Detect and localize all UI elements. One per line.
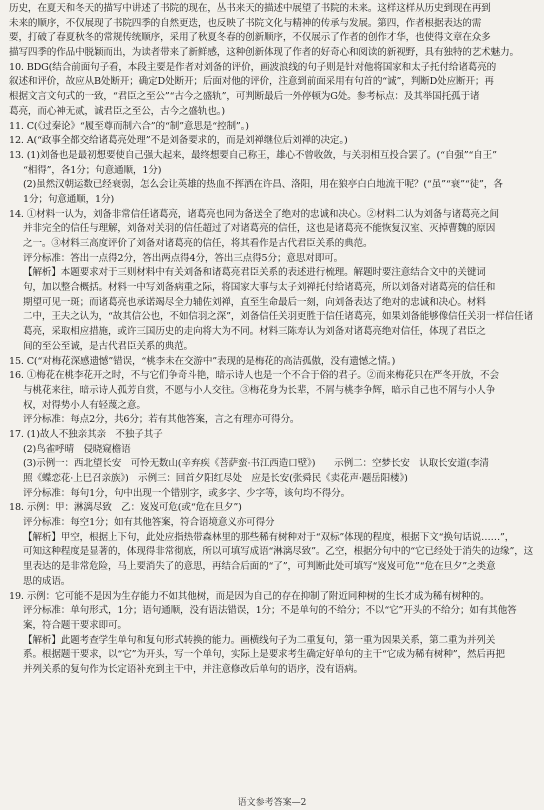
text-line: “相得”，各1分；句意通顺，1分) (23, 164, 162, 176)
text-line: 权，对得势小人有轻蔑之意。 (23, 399, 146, 411)
text-line: 评分标准：每句1分，句中出现一个错别字，或多字、少字等，该句均不得分。 (23, 487, 351, 499)
text-line: 评分标准：每空1分；如有其他答案，符合语境意义亦可得分 (23, 517, 275, 529)
text-line: 句，加以整合概括。材料一中写刘备病重之际，将国家大事与太子刘禅托付给诸葛亮，所以刘备对诸葛亮的信任和 (23, 282, 496, 294)
text-line: 14. ①材料一认为，刘备非常信任诸葛亮，诸葛亮也同为备送全了绝对的忠诚和决心。②材料二认为刘备与诸葛亮之间 (9, 208, 499, 220)
text-line: 叙述和评价，故应从B处断开；确定D处断开；后面对他的评价，注意到前面采用有句首的“诚”，判断D处应断开；再 (9, 76, 494, 88)
text-line: 历史，在夏天和冬天的描写中讲述了书院的现在，丛书来天的描述中展望了书院的未来。这样这样从历史到现在再到 (9, 3, 491, 14)
text-line: 10. BDG(结合前面句子看，本段主要是作者对刘备的评价，画波浪线的句子则是针对他将国家和太子托付给诸葛亮的 (9, 61, 497, 73)
text-line: 1分；句意通顺，1分) (23, 193, 115, 205)
text-line: 可知这种程度是显著的，体现得非常彻底，所以可填写成语“淋漓尽致”。乙空，根据分句中的“它已经处于消失的边缘”，这 (23, 546, 534, 558)
text-line: 照《蝶恋花·上巳召亲族》) 示例三：回首夕阳红尽处 应是长安(张舜民《卖花声·题岳阳楼》) (23, 473, 408, 484)
text-line: 系。根据题干要求，以“它”为开头，写一个单句，实际上是要求考生确定好单句的主干“它成为稀有树种”，然后再把 (23, 649, 505, 661)
text-line: 间的至公至诚，是古代君臣关系的典范。 (23, 340, 193, 352)
text-line: 描写四季的作品中脱颖而出，为读者带来了新鲜感，这种创新体现了作者的好奇心和阅读的新视野，具有独特的艺术魅力。 (9, 47, 519, 59)
text-line: 17. (1)故人不独亲其亲 不独子其子 (9, 428, 163, 440)
text-line: 12. A(“政事全都交给诸葛亮处理”不是刘备要求的，而是刘禅继位后刘禅的决定。) (9, 135, 348, 147)
text-line: 【解析】甲空，根据上下句，此处应指热带森林里的那些稀有树种对于“双标”体现的程度，根据下文“换句话说……”， (23, 531, 515, 543)
text-line: 13. (1)刘备也是最初想要使自己强大起来，最终想要自己称王，雄心不曾收敛，与关羽相互投合罢了。(“自强”“自王” (9, 149, 497, 161)
text-line: 案，符合题干要求即可。 (23, 619, 127, 631)
text-line: 评分标准：每点2分，共6分；若有其他答案，言之有理亦可得分。 (23, 414, 300, 426)
text-line: 并列关系的复句作为长定语补充到主干中，并注意修改后单句的语序，没有语病。 (23, 663, 363, 675)
page-footer: 语文参考答案—2 (237, 798, 307, 808)
text-line: 15. C(“对梅花深感遗憾”错误，“桃李未在交游中”表现的是梅花的高洁孤傲，没有遗憾之情。) (9, 355, 396, 367)
text-line: 葛亮，采取相应措施，或许三国历史的走向将大为不同。材料三陈寿认为刘备对诸葛亮绝对信任，体现了君臣之 (23, 326, 486, 338)
text-line: 思的成语。 (23, 575, 71, 587)
text-line: 11. C(《过秦论》“履至尊而制六合”的“制”意思是“控制”。) (9, 120, 249, 132)
text-line: 未来的顺序，不仅展现了书院四季的自然更迭，也反映了书院文化与精神的传承与发展。第四，作者根据表达的需 (9, 17, 482, 29)
text-line: 评分标准：答出一点得2分，答出两点得4分，答出三点得5分；意思对即可。 (23, 252, 344, 264)
text-line: 并非完全的信任与理解，刘备对关羽的信任超过了对诸葛亮的信任，这也是诸葛亮不能恢复汉室、灭掉曹魏的原因 (23, 223, 496, 235)
text-line: 葛亮，而心神无贰，诚君臣之至公，古今之盛轨也。) (9, 105, 225, 117)
text-line: 【解析】本题要求对于三则材料中有关刘备和诸葛亮君臣关系的表述进行梳理。解题时要注意结合文中的关键词 (23, 267, 486, 279)
text-line: (2)虽然汉朝运数已经衰弱，怎么会让英雄的热血不挥洒在许昌、洛阳，用在狼亭白白地流干呢？(“虽”“衰”“徒”，各 (23, 179, 503, 191)
text-line: 19. 示例：它可能不是因为生存能力不如其他树，而是因为自己的存在抑制了附近同种树的生长才成为稀有树种的。 (9, 590, 490, 602)
text-line: 评分标准：单句形式，1分；语句通顺，没有语法错误，1分；不是单句的不给分；不以“它”开头的不给分；如有其他答 (23, 605, 517, 617)
text-line: 期望可见一斑；而诸葛亮也承诺竭尽全力辅佐刘禅，直至生命最后一刻，向刘备表达了绝对的忠诚和决心。材料 (23, 296, 486, 308)
text-line: 16. ①梅花在桃李花开之时，不与它们争奇斗艳，暗示诗人也是一个不合于俗的君子。②而来梅花只在严冬开放，不会 (9, 370, 499, 382)
text-line: 与桃花来往，暗示诗人孤芳自赏，不愿与小人交往。③梅花身为长辈，不屑与桃李争辉，暗示自己也不屑与小人争 (23, 384, 496, 396)
text-line: (3)示例一：西北望长安 可怜无数山(辛弃疾《菩萨蛮·书江西造口壁》) 示例二：空梦长安 认取长安道(李清 (23, 458, 489, 470)
text-line: (2)鸟雀呼晴 侵晓窥檐语 (23, 443, 131, 455)
text-line: 里表达的是非常危险，马上要消失了的意思，再结合后面的“了”，可判断此处可填写“岌岌可危”“危在旦夕”之类意 (23, 561, 496, 573)
text-line: 二中，王夫之认为，“故其信公也，不如信羽之深”，刘备信任关羽更胜于信任诸葛亮，如果刘备能够像信任关羽一样信任诸 (23, 311, 534, 323)
text-line: 18. 示例：甲：淋漓尽致 乙：岌岌可危(或“危在旦夕”) (9, 502, 242, 514)
text-line: 要，打破了春夏秋冬的常规传统顺序，采用了秋夏冬春的创新顺序，不仅展示了作者的创作才华，也使得文章在众多 (9, 32, 491, 44)
text-line: 根据文言文句式的一致，“君臣之至公”“古今之盛轨”，可判断最后一外停顿为G处。参考标点：及其举国托孤于诸 (9, 91, 480, 103)
text-line: 之一。③材料三高度评价了刘备对诸葛亮的信任，将其看作是古代君臣关系的典范。 (23, 238, 373, 249)
answer-text-body (9, 2, 535, 678)
text-line: 【解析】此题考查学生单句和复句形式转换的能力。画横线句子为二重复句，第一重为因果关系，第二重为并列关 (23, 634, 496, 646)
